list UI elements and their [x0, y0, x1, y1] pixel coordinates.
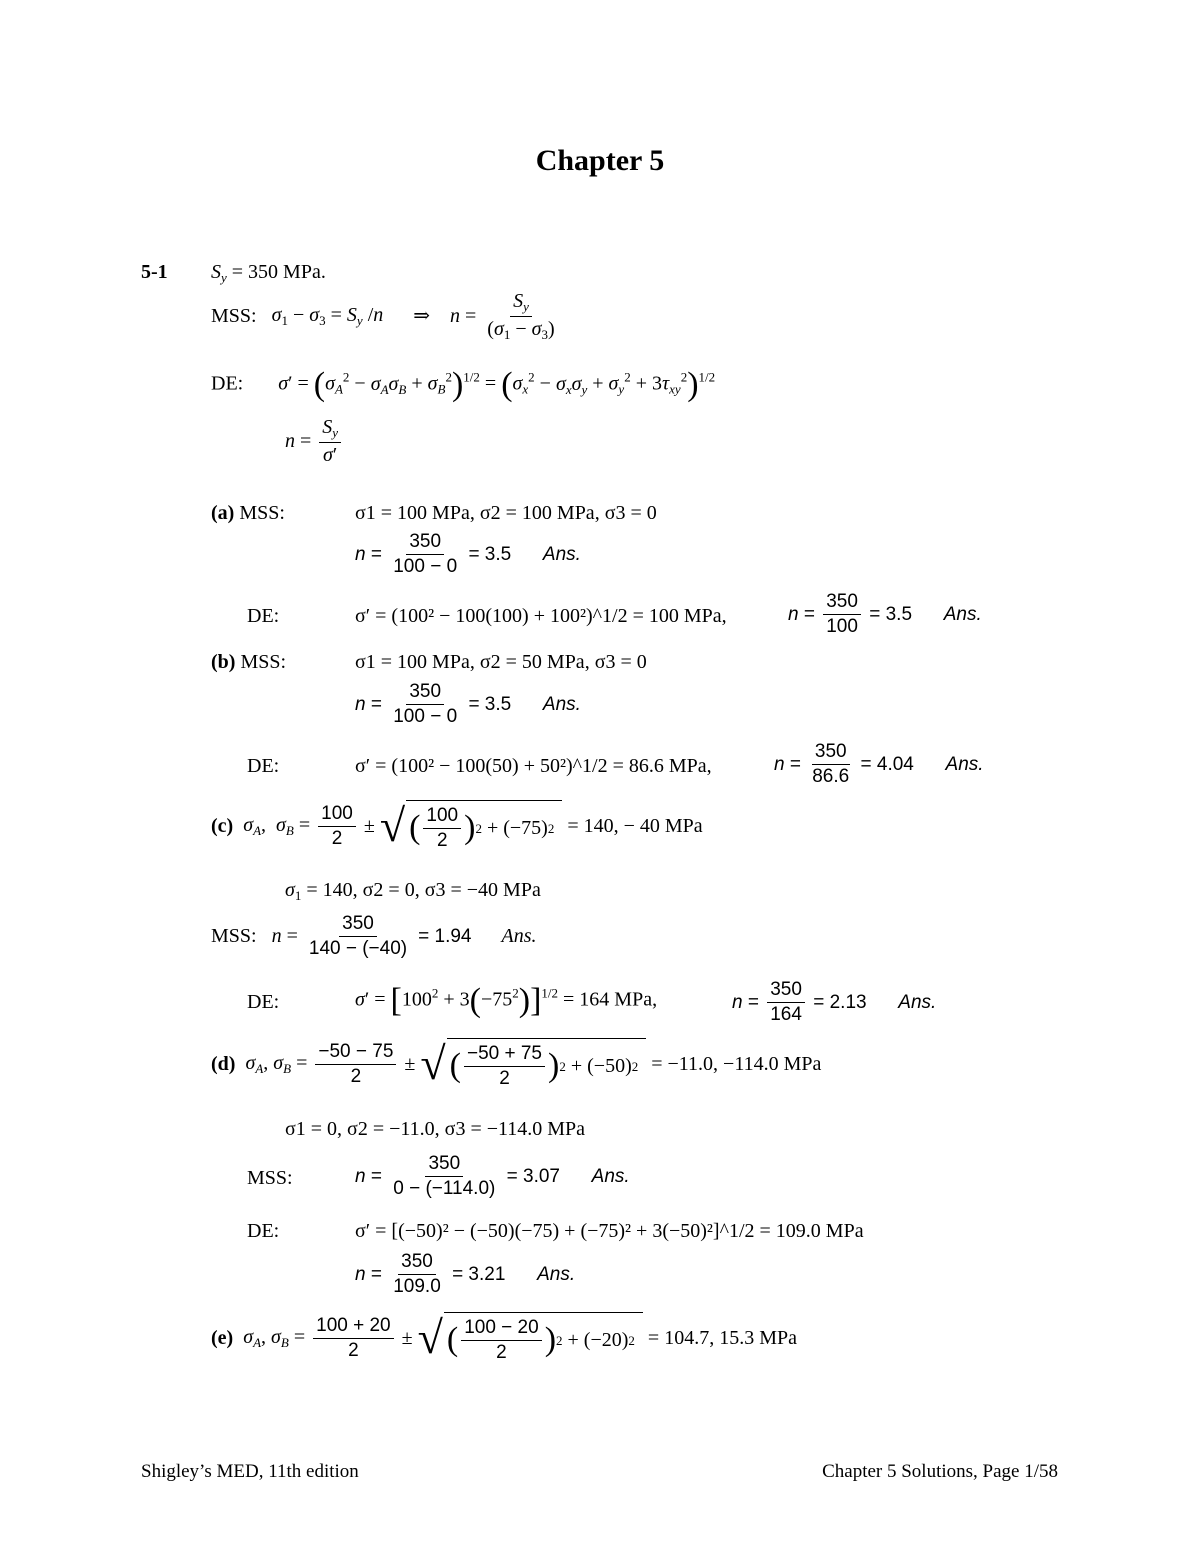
n-general: n = $\frac{S_y}{\sigma'}$	[285, 415, 344, 468]
part-d-de-label: DE:	[247, 1220, 280, 1242]
part-c-principal-calc: (c) $\sigma_A$, $\sigma_B$ = $\frac{100}{2}$ ± √ ( $\frac{100}{2}$ ) 2 + (−75) 2 = 140, − 40 MPa	[211, 800, 703, 852]
part-c-de: $\sigma' = [100^2 + 3(-75^2)]^{1/2} = 164$ MPa,	[355, 982, 658, 1019]
part-a-de: σ′ = (100² − 100(100) + 100²)^1/2 = 100 MPa,	[355, 605, 727, 627]
part-a-de-label: DE:	[247, 605, 280, 627]
de-general: DE: $\sigma' = (\sigma_A^2 - \sigma_A\sigma_B + \sigma_B^2)^{1/2} = (\sigma_x^2 - \sigma_x\sigma_y + \sigma_y^2 + 3\tau_{xy}^2)^{1/2}$	[211, 366, 716, 403]
part-c-mss: MSS: n = $\frac{350}{140 - (-40)}$ = 1.94 Ans.	[211, 913, 537, 959]
part-d-de: σ′ = [(−50)² − (−50)(−75) + (−75)² + 3(−50)²]^1/2 = 109.0 MPa	[355, 1220, 864, 1242]
part-a-de-n: n = $\frac{350}{100}$ = 3.5 Ans.	[788, 591, 982, 637]
part-d-principal: σ1 = 0, σ2 = −11.0, σ3 = −114.0 MPa	[285, 1118, 586, 1140]
part-a-sigmas: σ1 = 100 MPa, σ2 = 100 MPa, σ3 = 0	[355, 502, 657, 524]
part-c-de-n: n = $\frac{350}{164}$ = 2.13 Ans.	[732, 979, 937, 1025]
part-b-mss: (b) MSS:	[211, 651, 287, 673]
part-a-mss: (a) MSS:	[211, 502, 285, 524]
part-c-de-label: DE:	[247, 991, 280, 1013]
part-b-de-n: n = $\frac{350}{86.6}$ = 4.04 Ans.	[774, 741, 984, 787]
part-c-principal: $\sigma_1 = 140$, σ2 = 0, σ3 = −40 MPa	[285, 879, 541, 903]
given-line: $S_y = 350$ MPa.	[211, 261, 326, 285]
problem-number: 5-1	[141, 261, 168, 283]
part-b-mss-n: n = $\frac{350}{100 - 0}$ = 3.5 Ans.	[355, 681, 581, 727]
part-d-mss-label: MSS:	[247, 1167, 293, 1189]
page-title: Chapter 5	[535, 144, 665, 177]
part-d-mss-n: n = $\frac{350}{0 - (-114.0)}$ = 3.07 Ans.	[355, 1153, 630, 1199]
footer-left: Shigley’s MED, 11th edition	[141, 1461, 359, 1482]
part-b-sigmas: σ1 = 100 MPa, σ2 = 50 MPa, σ3 = 0	[355, 651, 647, 673]
mss-general: MSS: $\sigma_1 - \sigma_3 = S_y$ /n ⇒ n = $\frac{S_y}{(\sigma_1 - \sigma_3)}$	[211, 290, 555, 342]
footer-right: Chapter 5 Solutions, Page 1/58	[822, 1461, 1058, 1482]
part-b-de-label: DE:	[247, 755, 280, 777]
part-d-de-n: n = $\frac{350}{109.0}$ = 3.21 Ans.	[355, 1251, 576, 1297]
part-e-principal-calc: (e) $\sigma_A$, $\sigma_B$ = $\frac{100 + 20}{2}$ ± √ ( $\frac{100 - 20}{2}$ ) 2 + (−20) 2 = 104.7, 15.3 MPa	[211, 1312, 797, 1364]
part-a-mss-n: n = $\frac{350}{100 - 0}$ = 3.5 Ans.	[355, 531, 581, 577]
part-b-de: σ′ = (100² − 100(50) + 50²)^1/2 = 86.6 MPa,	[355, 755, 712, 777]
part-d-principal-calc: (d) $\sigma_A$, $\sigma_B$ = $\frac{-50 - 75}{2}$ ± √ ( $\frac{-50 + 75}{2}$ ) 2 + (−50) 2 = −11.0, −114.0 MPa	[211, 1038, 822, 1090]
